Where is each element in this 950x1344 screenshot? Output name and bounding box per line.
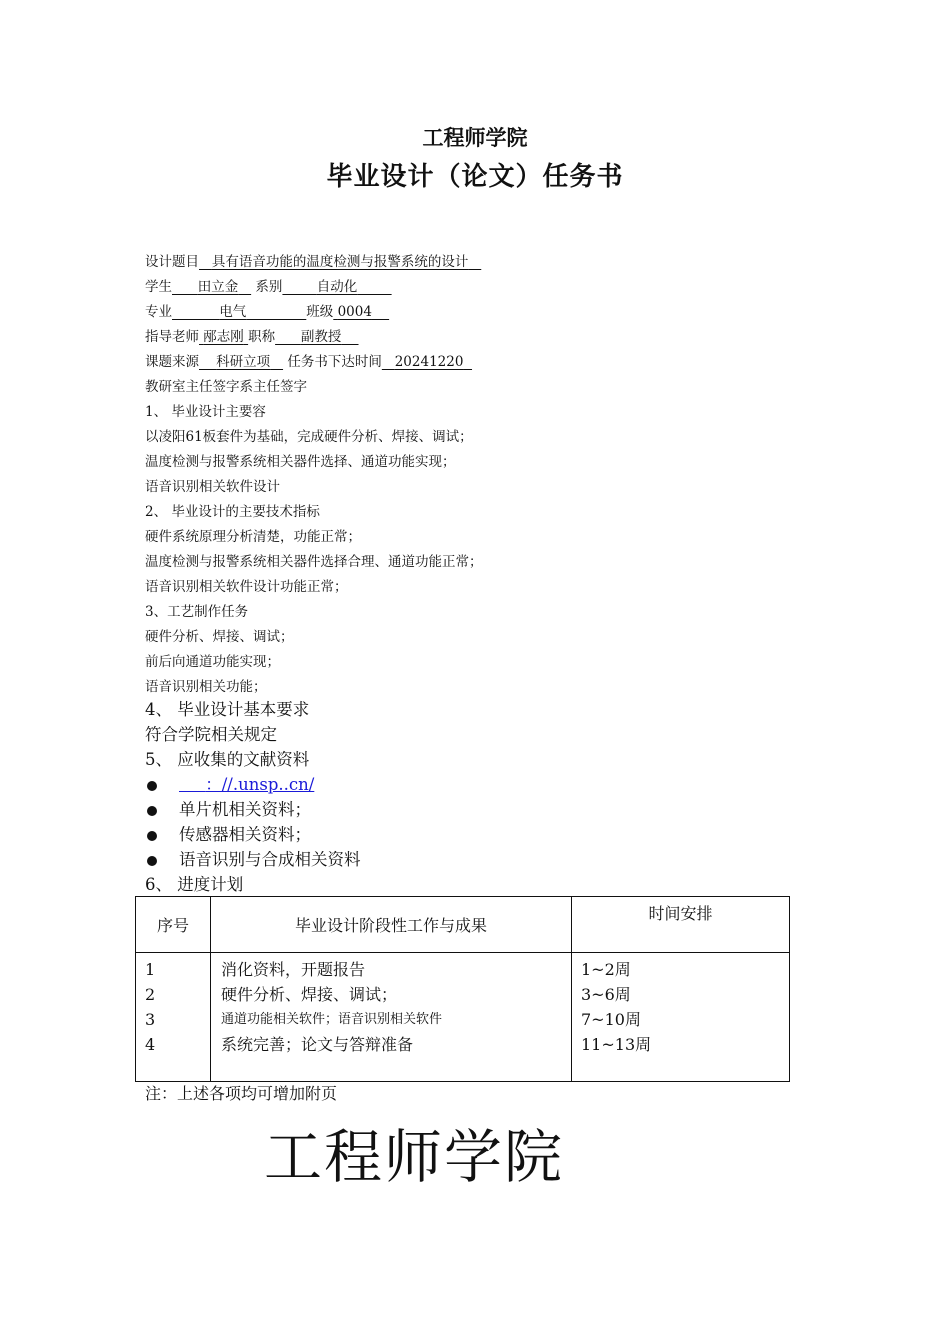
row-index: 4 bbox=[145, 1035, 156, 1054]
section-4-heading: 4、 毕业设计基本要求 bbox=[145, 700, 310, 719]
bullet-icon bbox=[147, 856, 157, 866]
row-work: 通道功能相关软件；语音识别相关软件 bbox=[221, 1012, 443, 1027]
section-1-item: 语音识别相关软件设计 bbox=[145, 479, 280, 495]
reference-item: 语音识别与合成相关资料 bbox=[145, 847, 361, 872]
page-title: 毕业设计（论文）任务书 bbox=[326, 162, 624, 192]
section-2-item: 硬件系统原理分析清楚，功能正常； bbox=[145, 529, 361, 545]
rank-value: 副教授 bbox=[300, 329, 342, 345]
section-1-item: 以凌阳61板套件为基础，完成硬件分析、焊接、调试； bbox=[145, 429, 473, 445]
student-label: 学生 bbox=[145, 279, 172, 295]
index-cell bbox=[136, 953, 211, 1082]
reference-item: 单片机相关资料； bbox=[145, 797, 361, 822]
row-index: 2 bbox=[145, 985, 156, 1004]
student-line bbox=[145, 275, 481, 300]
advisor-line bbox=[145, 325, 481, 350]
issue-value: 20241220 bbox=[394, 354, 464, 370]
info-fields bbox=[145, 250, 481, 400]
department-value: 自动化 bbox=[316, 279, 358, 295]
major-line bbox=[145, 300, 481, 325]
section-3-item: 前后向通道功能实现； bbox=[145, 654, 280, 670]
section-3-item: 语音识别相关功能； bbox=[145, 679, 267, 695]
sections-large bbox=[145, 697, 361, 897]
advisor-label: 指导老师 bbox=[145, 329, 199, 345]
header-time: 时间安排 bbox=[572, 897, 790, 953]
major-value: 电气 bbox=[219, 304, 247, 320]
source-label: 课题来源 bbox=[145, 354, 199, 370]
section-2-item: 语音识别相关软件设计功能正常； bbox=[145, 579, 348, 595]
section-3-item: 硬件分析、焊接、调试； bbox=[145, 629, 294, 645]
major-label: 专业 bbox=[145, 304, 172, 320]
header-work: 毕业设计阶段性工作与成果 bbox=[211, 897, 572, 953]
advisor-value: 邴志刚 bbox=[203, 329, 244, 345]
department-label: 系别 bbox=[255, 279, 283, 295]
row-work: 系统完善；论文与答辩准备 bbox=[221, 1035, 414, 1054]
table-body-row bbox=[136, 953, 790, 1082]
class-label: 班级 bbox=[306, 304, 334, 320]
footer-institute: 工程师学院 bbox=[264, 1123, 565, 1191]
institute-header: 工程师学院 bbox=[422, 126, 528, 150]
section-1-item: 温度检测与报警系统相关器件选择、通道功能实现； bbox=[145, 454, 456, 470]
schedule-table bbox=[135, 896, 790, 1082]
table-header-row bbox=[136, 897, 790, 953]
signature-line: 教研室主任签字系主任签字 bbox=[145, 379, 307, 395]
time-cell bbox=[572, 953, 790, 1082]
header-index: 序号 bbox=[136, 897, 211, 953]
row-work: 硬件分析、焊接、调试； bbox=[221, 985, 398, 1004]
note-text: 注：上述各项均可增加附页 bbox=[145, 1084, 338, 1103]
bullet-icon bbox=[147, 806, 157, 816]
source-line bbox=[145, 350, 481, 375]
row-time: 11~13周 bbox=[581, 1035, 652, 1054]
section-2-heading: 2、 毕业设计的主要技术指标 bbox=[145, 504, 320, 520]
topic-label: 设计题目 bbox=[145, 254, 199, 270]
reference-item: 传感器相关资料； bbox=[145, 822, 361, 847]
rank-label: 职称 bbox=[248, 329, 276, 345]
section-6-heading: 6、 进度计划 bbox=[145, 875, 244, 894]
section-1-heading: 1、 毕业设计主要容 bbox=[145, 404, 266, 420]
work-cell bbox=[211, 953, 572, 1082]
row-time: 3~6周 bbox=[581, 985, 631, 1004]
row-index: 3 bbox=[145, 1010, 156, 1029]
row-work: 消化资料，开题报告 bbox=[221, 960, 366, 979]
reference-link[interactable]: ：//.unsp..cn/ bbox=[205, 775, 315, 794]
sections-small bbox=[145, 400, 483, 700]
bullet-icon bbox=[147, 781, 157, 791]
class-value: 0004 bbox=[337, 304, 372, 320]
reference-item bbox=[145, 772, 361, 797]
bullet-icon bbox=[147, 831, 157, 841]
source-value: 科研立项 bbox=[216, 354, 271, 370]
topic-line bbox=[145, 250, 481, 275]
row-time: 7~10周 bbox=[581, 1010, 641, 1029]
section-4-text: 符合学院相关规定 bbox=[145, 725, 277, 744]
section-3-heading: 3、工艺制作任务 bbox=[145, 604, 249, 620]
topic-value: 具有语音功能的温度检测与报警系统的设计 bbox=[211, 254, 469, 270]
issue-label: 任务书下达时间 bbox=[287, 354, 382, 370]
section-5-heading: 5、 应收集的文献资料 bbox=[145, 750, 310, 769]
row-time: 1~2周 bbox=[581, 960, 631, 979]
student-value: 田立金 bbox=[197, 279, 239, 295]
section-2-item: 温度检测与报警系统相关器件选择合理、通道功能正常； bbox=[145, 554, 483, 570]
row-index: 1 bbox=[145, 960, 156, 979]
